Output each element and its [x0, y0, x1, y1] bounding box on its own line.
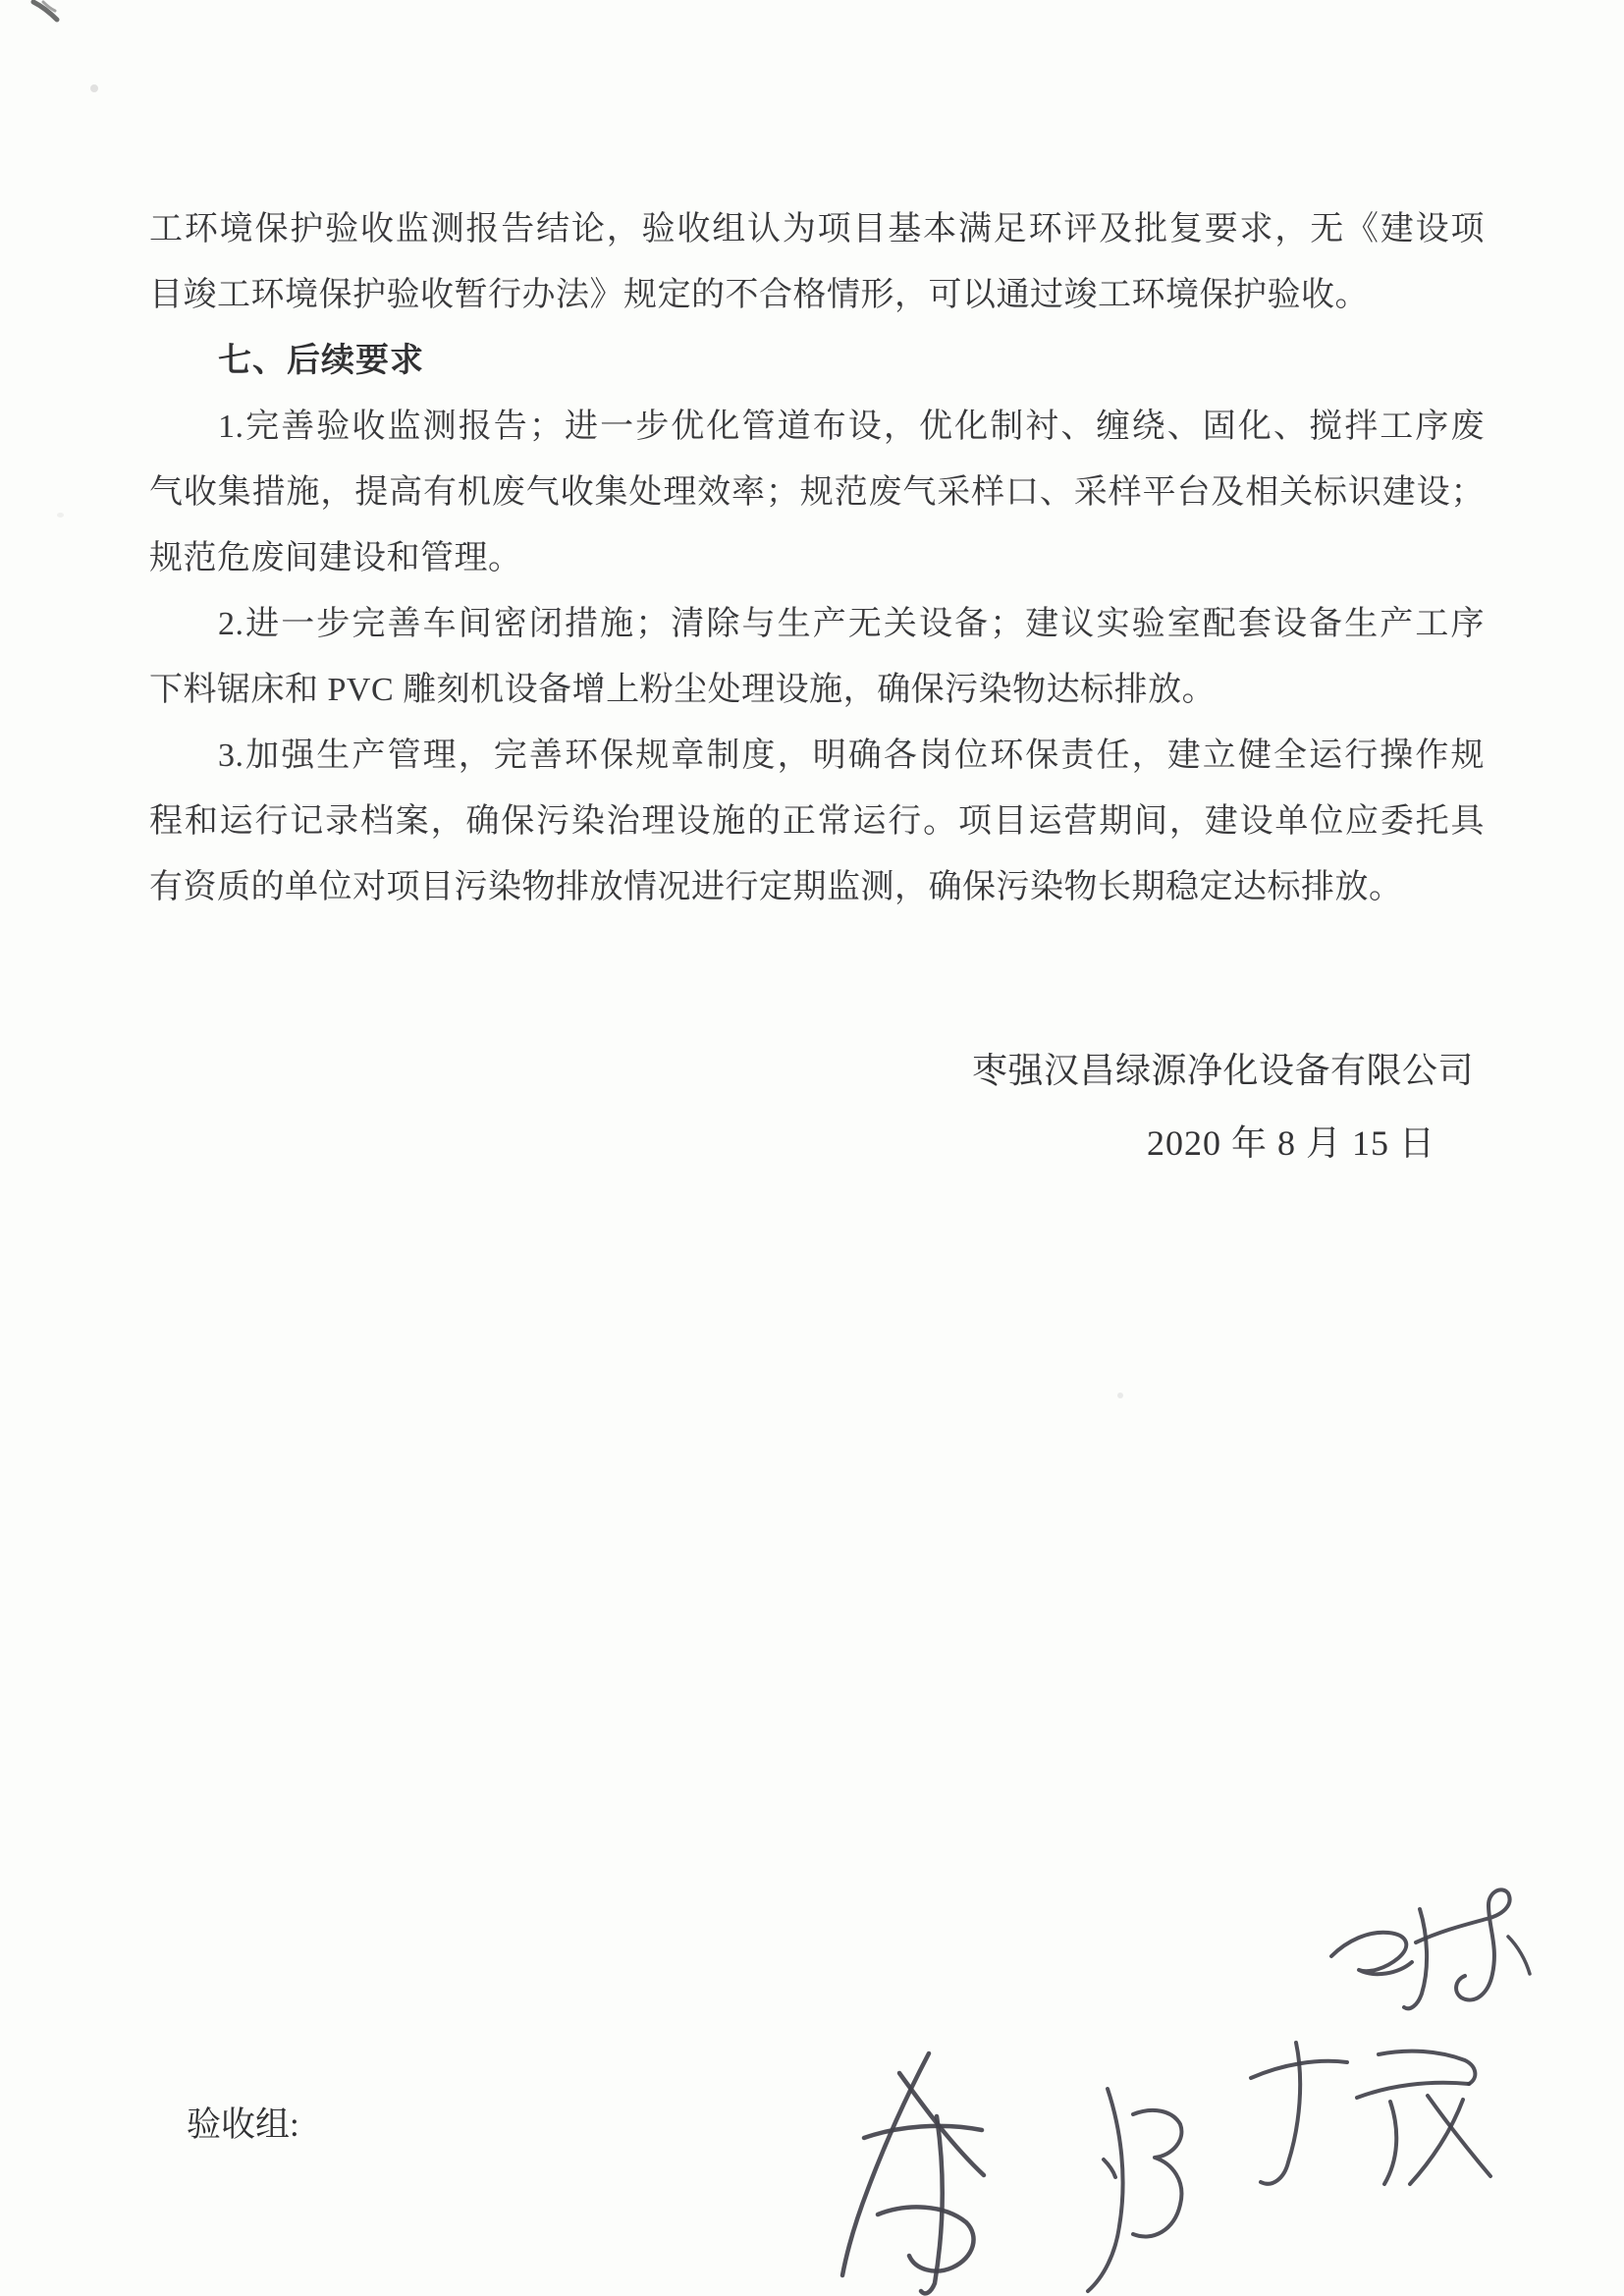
document-line: 工环境保护验收监测报告结论，验收组认为项目基本满足环评及批复要求，无《建设项 — [149, 211, 1485, 247]
scan-artifact — [57, 513, 64, 518]
company-name: 枣强汉昌绿源净化设备有限公司 — [972, 1051, 1475, 1090]
handwritten-signature-1 — [835, 2048, 1016, 2296]
document-line: 3.加强生产管理，完善环保规章制度，明确各岗位环保责任，建立健全运行操作规 — [218, 738, 1485, 774]
signoff-date: 2020 年 8 月 15 日 — [1147, 1123, 1436, 1163]
document-body — [149, 196, 1485, 920]
document-line: 程和运行记录档案，确保污染治理设施的正常运行。项目运营期间，建设单位应委托具 — [149, 803, 1485, 840]
section-heading: 七、后续要求 — [218, 343, 424, 379]
handwritten-signature-3 — [1235, 2035, 1500, 2192]
scan-artifact — [1117, 1393, 1123, 1398]
scan-artifact — [90, 84, 98, 92]
handwritten-signature-2 — [1070, 2077, 1198, 2296]
document-line: 下料锯床和 PVC 雕刻机设备增上粉尘处理设施，确保污染物达标排放。 — [149, 672, 1217, 708]
document-line: 气收集措施，提高有机废气收集处理效率；规范废气采样口、采样平台及相关标识建设； — [149, 474, 1485, 511]
document-line: 2.进一步完善车间密闭措施；清除与生产无关设备；建议实验室配套设备生产工序 — [218, 606, 1485, 642]
document-line: 1.完善验收监测报告；进一步优化管道布设，优化制衬、缠绕、固化、搅拌工序废 — [218, 409, 1485, 445]
document-line: 目竣工环境保护验收暂行办法》规定的不合格情形，可以通过竣工环境保护验收。 — [149, 277, 1369, 313]
handwritten-signature-leader — [1326, 1884, 1537, 2029]
document-line: 有资质的单位对项目污染物排放情况进行定期监测，确保污染物长期稳定达标排放。 — [149, 869, 1403, 905]
acceptance-group-label: 验收组: — [187, 2105, 299, 2144]
scan-artifact — [29, 0, 63, 26]
document-line: 规范危废间建设和管理。 — [149, 540, 522, 576]
